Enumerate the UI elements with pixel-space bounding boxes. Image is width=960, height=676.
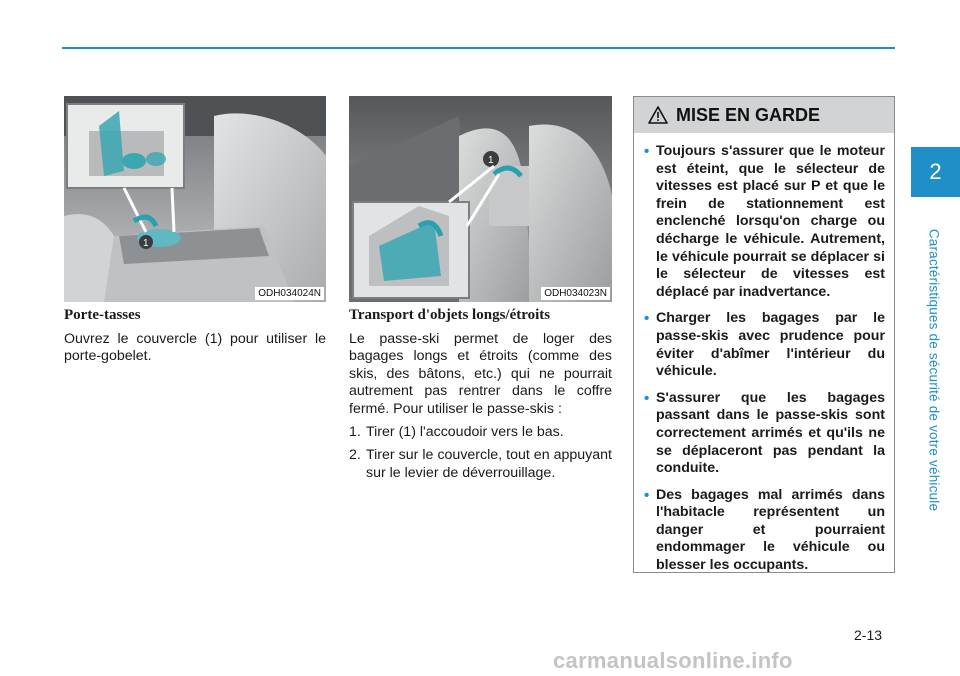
step-number: 2.	[349, 447, 361, 464]
cupholder-photo	[64, 96, 326, 302]
chapter-tab	[911, 147, 960, 197]
cupholder-section	[64, 306, 326, 372]
warning-item	[644, 486, 885, 575]
ski-pass-photo	[349, 96, 612, 302]
warning-text: Charger les bagages par le passe-skis avec prudence pour éviter d'abîmer l'intérieur du véhicule.	[656, 310, 885, 380]
step-number: 1.	[349, 424, 361, 441]
bullet-icon: •	[644, 143, 650, 160]
warning-box	[633, 96, 895, 573]
figure-code: ODH034023N	[541, 287, 610, 300]
ski-pass-heading: Transport d'objets longs/étroits	[349, 307, 551, 323]
bullet-icon: •	[644, 486, 650, 504]
warning-triangle-icon	[648, 106, 668, 124]
bullet-icon: •	[644, 310, 650, 328]
warning-item	[644, 310, 885, 380]
cupholder-body: Ouvrez le couvercle (1) pour utiliser le porte-gobelet.	[64, 331, 326, 365]
top-rule	[62, 47, 895, 49]
warning-text: Toujours s'assurer que le moteur est éteint, que le sélecteur de vitesses est placé sur P et que le frein de stationnement est enclenché lorsqu'on charge ou décharge le véhicule. Autrement, le véhicule pourrait se déplacer si le sélecteur de vitesses est déplacé par inadvertance.	[656, 143, 885, 300]
chapter-number: 2	[929, 159, 942, 184]
warning-text: Des bagages mal arrimés dans l'habitacle représentent un danger et pourraient endommager le véhicule ou blesser les occupants.	[656, 486, 885, 574]
chapter-title: Caractéristiques de sécurité de votre véhicule	[926, 228, 942, 512]
ski-pass-section	[349, 306, 612, 488]
warning-list	[634, 133, 894, 575]
warning-header	[634, 97, 894, 133]
step-item	[349, 447, 612, 482]
step-item	[349, 424, 612, 441]
cupholder-heading: Porte-tasses	[64, 307, 141, 323]
watermark: carmanualsonline.info	[553, 648, 793, 673]
svg-text:1: 1	[488, 155, 494, 166]
warning-text: S'assurer que les bagages passant dans le passe-skis sont correctement arrimés et qu'ils ne se déplaceront pas pendant la conduite.	[656, 389, 885, 477]
warning-title: MISE EN GARDE	[676, 104, 821, 125]
step-text: Tirer (1) l'accoudoir vers le bas.	[366, 424, 564, 441]
figure-code: ODH034024N	[255, 287, 324, 300]
page-number: 2-13	[854, 627, 883, 643]
warning-item	[644, 389, 885, 478]
svg-text:1: 1	[143, 238, 149, 249]
warning-item	[644, 143, 885, 301]
ski-pass-steps	[349, 424, 612, 482]
bullet-icon: •	[644, 389, 650, 407]
step-text: Tirer sur le couvercle, tout en appuyant sur le levier de déverrouillage.	[366, 447, 612, 481]
ski-pass-body: Le passe-ski permet de loger des bagages longs et étroits (comme des skis, des bâtons, etc.) qui ne pourrait autrement pas rentrer dans le coffre fermé. Pour utiliser le passe-skis :	[349, 331, 612, 417]
